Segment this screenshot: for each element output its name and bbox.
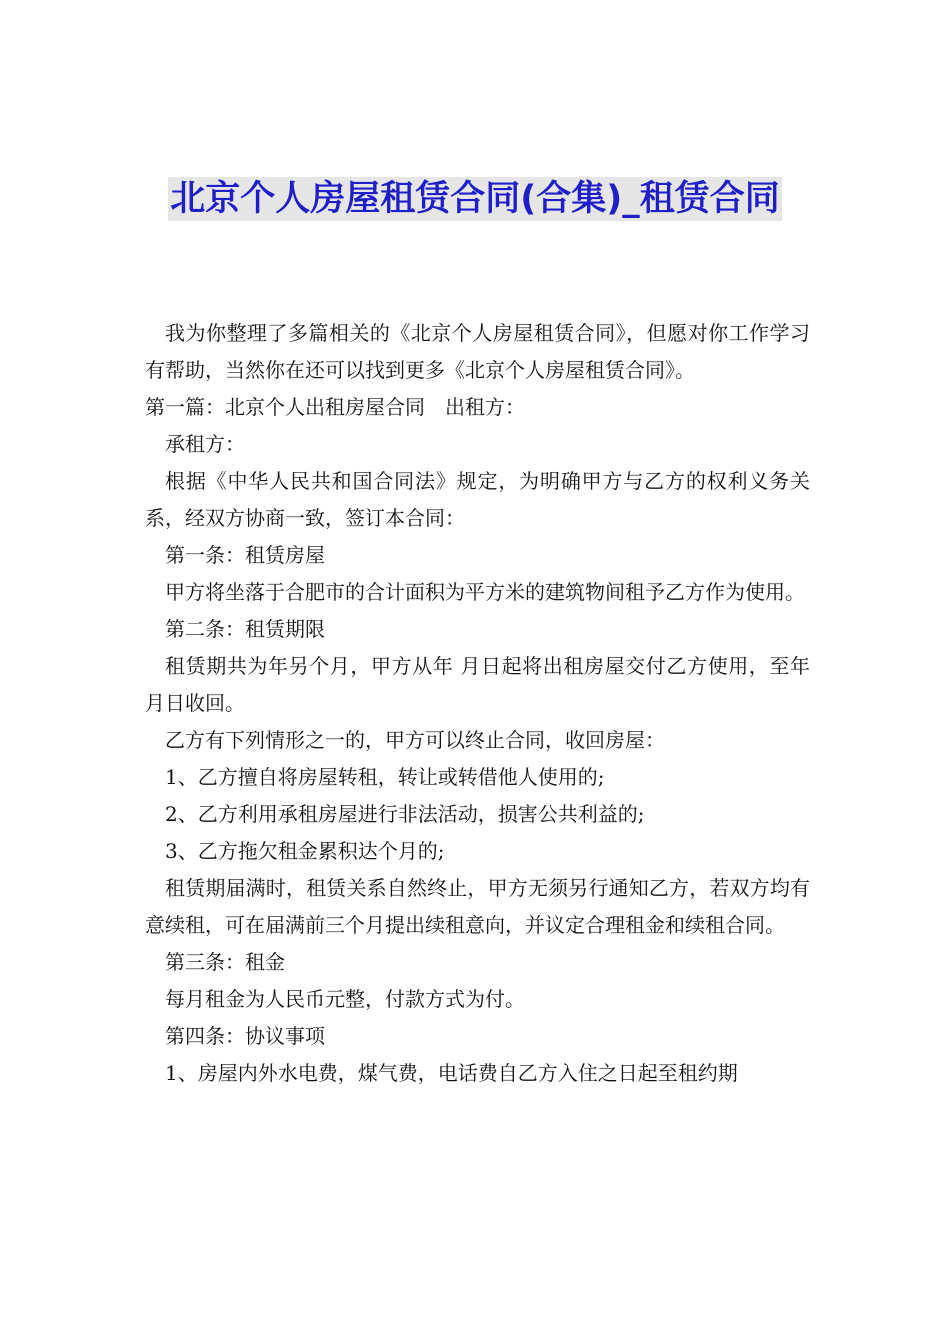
- paragraph: 甲方将坐落于合肥市的合计面积为平方米的建筑物间租予乙方作为使用。: [165, 580, 805, 604]
- paragraph: 3、乙方拖欠租金累积达个月的;: [165, 839, 445, 863]
- paragraph: 我为你整理了多篇相关的《北京个人房屋租赁合同》，但愿对你工作学习有帮助，当然你在还可以找到更多《北京个人房屋租赁合同》。: [145, 321, 810, 382]
- paragraph: 1、乙方擅自将房屋转租，转让或转借他人使用的;: [165, 765, 605, 789]
- paragraph: 第一条：租赁房屋: [165, 543, 325, 567]
- paragraph: 第二条：租赁期限: [165, 617, 325, 641]
- paragraph: 租赁期共为年另个月，甲方从年 月日起将出租房屋交付乙方使用，至年 月日收回。: [145, 654, 810, 715]
- paragraph: 每月租金为人民币元整，付款方式为付。: [165, 987, 525, 1011]
- document-title-text: 北京个人房屋租赁合同(合集)_租赁合同: [170, 179, 780, 219]
- paragraph: 第一篇：北京个人出租房屋合同 出租方：: [145, 395, 525, 419]
- paragraph: 2、乙方利用承租房屋进行非法活动，损害公共利益的;: [165, 802, 645, 826]
- document-body: [145, 315, 810, 1092]
- paragraph: 乙方有下列情形之一的，甲方可以终止合同，收回房屋：: [165, 728, 665, 752]
- paragraph: 根据《中华人民共和国合同法》规定，为明确甲方与乙方的权利义务关系，经双方协商一致，签订本合同：: [145, 469, 810, 530]
- paragraph: 租赁期届满时，租赁关系自然终止，甲方无须另行通知乙方，若双方均有意续租，可在届满前三个月提出续租意向，并议定合理租金和续租合同。: [145, 876, 810, 937]
- paragraph: 承租方：: [165, 432, 245, 456]
- paragraph: 第三条：租金: [165, 950, 285, 974]
- paragraph: 1、房屋内外水电费，煤气费，电话费自乙方入住之日起至租约期: [165, 1061, 738, 1085]
- paragraph: 第四条：协议事项: [165, 1024, 325, 1048]
- document-title: [100, 173, 850, 225]
